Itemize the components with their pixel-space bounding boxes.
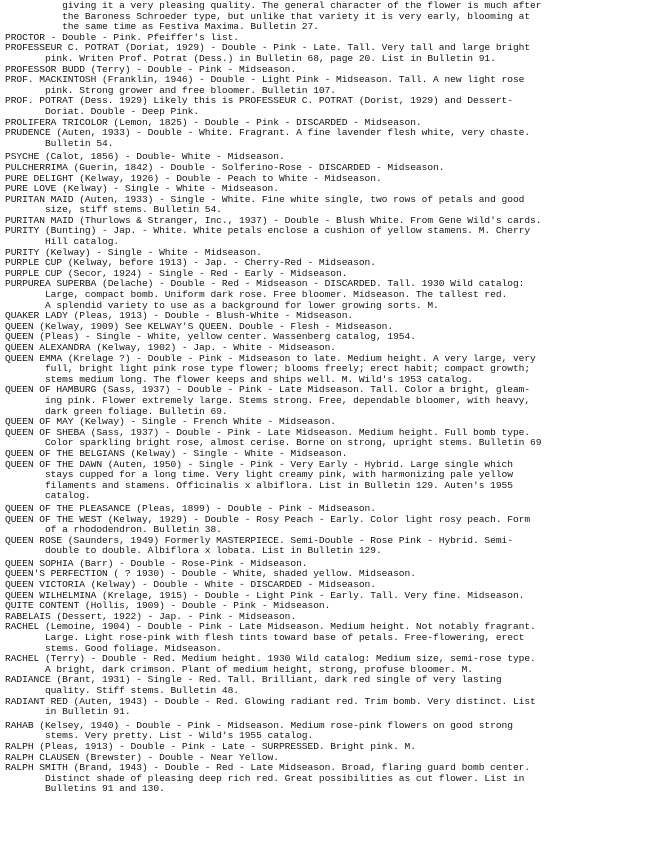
catalog-entry (5, 385, 644, 417)
entry-line: size, stiff stems. Bulletin 54. (5, 205, 222, 216)
entry-line: Distinct shade of pleasing deep rich red. Great possibilities as cut flower. List in (5, 773, 525, 784)
entry-line: the same time as Festiva Maxima. Bulletin 27. (5, 22, 319, 33)
entry-line: Bulletins 91 and 130. (5, 784, 165, 795)
entry-line: PURITY (Bunting) - Jap. - White. White petals enclose a cushion of yellow stamens. M. Cherry (5, 226, 531, 237)
entry-line: QUEEN WILHELMINA (Krelage, 1915) - Double - Light Pink - Early. Tall. Very fine. Midseason. (5, 590, 525, 601)
catalog-entry (5, 742, 644, 753)
entry-line: A bright, dark crimson. Plant of medium height, strong, profuse bloomer. M. (5, 664, 473, 675)
catalog-entry (5, 622, 644, 654)
catalog-entry (5, 343, 644, 354)
entry-line: Color sparkling bright rose, almost cerise. Borne on strong, upright stems. Bulletin 69 (5, 438, 542, 449)
entry-line: stems. Very pretty. List - Wild's 1955 catalog. (5, 731, 314, 742)
catalog-entry (5, 515, 644, 536)
entry-line: stems medium long. The flower keeps and ships well. M. Wild's 1953 catalog. (5, 374, 473, 385)
entry-line: Hill catalog. (5, 237, 120, 248)
entry-line: stays cupped for a long time. Very light creamy pink, with harmonizing pale yellow (5, 470, 513, 481)
entry-line: PURE DELIGHT (Kelway, 1926) - Double - Peach to White - Midseason. (5, 173, 382, 184)
entry-line: RAHAB (Kelsey, 1940) - Double - Pink - Midseason. Medium rose-pink flowers on good strong (5, 720, 513, 731)
entry-line: the Baroness Schroeder type, but unlike that variety it is very early, blooming at (5, 11, 531, 22)
entry-line: QUEEN OF SHEBA (Sass, 1937) - Double - Pink - Late Midseason. Medium height. Full bomb type. (5, 427, 531, 438)
catalog-entry (5, 33, 644, 44)
catalog-entry (5, 75, 644, 96)
entry-line: RACHEL (Lemoine, 1904) - Double - Pink - Late Midseason. Medium height. Not notably fragrant. (5, 622, 536, 633)
entry-line: giving it a very pleasing quality. The general character of the flower is much after (5, 1, 542, 11)
catalog-entry (5, 753, 644, 764)
catalog-entry (5, 184, 644, 195)
entry-line: of a rhododendron. Bulletin 38. (5, 525, 222, 536)
entry-line: PURITY (Kelway) - Single - White - Midseason. (5, 247, 262, 258)
entry-line: PURPUREA SUPERBA (Delache) - Double - Red - Midseason - DISCARDED. Tall. 1930 Wild catalog: (5, 279, 525, 290)
catalog-entry (5, 675, 644, 696)
entry-line: QUEEN VICTORIA (Kelway) - Double - White - DISCARDED - Midseason. (5, 580, 376, 591)
entry-line: PROF. MACKINTOSH (Franklin, 1946) - Double - Light Pink - Midseason. Tall. A new light rose (5, 75, 525, 86)
catalog-entry (5, 763, 644, 795)
entry-line: PURE LOVE (Kelway) - Single - White - Midseason. (5, 184, 279, 195)
entry-line: PROLIFERA TRICOLOR (Lemon, 1825) - Double - Pink - DISCARDED - Midseason. (5, 117, 422, 128)
entry-line: full, bright light pink rose type flower; blooms freely; erect habit; compact growth; (5, 364, 531, 375)
catalog-entry (5, 601, 644, 612)
entry-line: QUEEN OF THE BELGIANS (Kelway) - Single - White - Midseason. (5, 448, 348, 459)
entry-line: PURPLE CUP (Secor, 1924) - Single - Red - Early - Midseason. (5, 268, 348, 279)
entry-line: QUEEN SOPHIA (Barr) - Double - Rose-Pink - Midseason. (5, 558, 308, 569)
catalog-entry (5, 128, 644, 149)
entry-line: filaments and stamens. Officinalis x albiflora. List in Bulletin 129. Auten's 1955 (5, 480, 513, 491)
catalog-entry (5, 559, 644, 570)
catalog-entry (5, 580, 644, 591)
catalog-entry (5, 569, 644, 580)
catalog-entry (5, 721, 644, 742)
entry-line: dark green foliage. Bulletin 69. (5, 406, 228, 417)
entry-line: PROFESSOR BUDD (Terry) - Double - Pink - Midseason. (5, 64, 297, 75)
catalog-entry (5, 43, 644, 64)
catalog-entry (5, 96, 644, 117)
entry-line: Large, compact bomb. Uniform dark rose. Free bloomer. Midseason. The tallest red. (5, 290, 508, 301)
catalog-entry (5, 311, 644, 322)
entry-line: PROCTOR - Double - Pink. Pfeiffer's list. (5, 32, 239, 43)
catalog-entry (5, 612, 644, 623)
entry-line: QUEEN OF HAMBURG (Sass, 1937) - Double - Pink - Late Midseason. Tall. Color a bright, gleam- (5, 385, 531, 396)
catalog-entry (5, 697, 644, 718)
entry-line: RALPH SMITH (Brand, 1943) - Double - Red - Late Midseason. Broad, flaring guard bomb center. (5, 763, 531, 774)
entry-line: QUAKER LADY (Pleas, 1913) - Double - Blush-White - Midseason. (5, 311, 354, 322)
entry-line: RADIANT RED (Auten, 1943) - Double - Red. Glowing radiant red. Trim bomb. Very distinct. List (5, 696, 536, 707)
catalog-entry (5, 654, 644, 675)
catalog-entry (5, 417, 644, 428)
entry-line: RACHEL (Terry) - Double - Red. Medium height. 1930 Wild catalog: Medium size, semi-rose type. (5, 654, 536, 665)
catalog-entry (5, 504, 644, 515)
catalog-entry (5, 332, 644, 343)
entry-line: PURPLE CUP (Kelway, before 1913) - Jap. - Cherry-Red - Midseason. (5, 258, 376, 269)
entry-line: QUEEN'S PERFECTION ( ? 1930) - Double - White, shaded yellow. Midseason. (5, 569, 416, 580)
catalog-entry (5, 195, 644, 216)
catalog-entry (5, 449, 644, 460)
entry-line: PULCHERRIMA (Guerin, 1842) - Double - Solferino-Rose - DISCARDED - Midseason. (5, 162, 445, 173)
entry-line: RALPH CLAUSEN (Brewster) - Double - Near Yellow. (5, 752, 279, 763)
entry-line: double to double. Albiflora x lobata. List in Bulletin 129. (5, 546, 382, 557)
catalog-entry (5, 279, 644, 311)
entry-line: RADIANCE (Brant, 1931) - Single - Red. Tall. Brilliant, dark red single of very lasting (5, 675, 502, 686)
entry-line: QUEEN OF THE DAWN (Auten, 1950) - Single - Pink - Very Early - Hybrid. Large single which (5, 459, 513, 470)
catalog-entry (5, 118, 644, 129)
catalog-entry (5, 1, 644, 33)
catalog-entry (5, 322, 644, 333)
catalog-entry (5, 174, 644, 185)
catalog-entry (5, 591, 644, 602)
catalog-entry (5, 354, 644, 386)
catalog-entry (5, 152, 644, 163)
entry-line: PROFESSEUR C. POTRAT (Doriat, 1929) - Double - Pink - Late. Tall. Very tall and large bright (5, 43, 531, 54)
catalog-entry (5, 163, 644, 174)
entry-line: pink. Strong grower and free bloomer. Bulletin 107. (5, 85, 337, 96)
entry-line: ing pink. Flower extremely large. Stems strong. Free, dependable bloomer, with heavy, (5, 395, 531, 406)
entry-line: in Bulletin 91. (5, 707, 131, 718)
entry-line: QUEEN (Pleas) - Single - White, yellow center. Wassenberg catalog, 1954. (5, 332, 416, 343)
catalog-entry (5, 258, 644, 269)
catalog-entry (5, 216, 644, 227)
entry-line: PROF. POTRAT (Dess. 1929) Likely this is PROFESSEUR C. POTRAT (Dorist, 1929) and Dessert- (5, 96, 513, 107)
catalog-entry (5, 226, 644, 247)
catalog-entry (5, 428, 644, 449)
entry-line: RABELAIS (Dessert, 1922) - Jap. - Pink - Midseason. (5, 611, 297, 622)
entry-line: PURITAN MAID (Auten, 1933) - Single - White. Fine white single, two rows of petals and good (5, 194, 525, 205)
entry-line: QUEEN (Kelway, 1909) See KELWAY'S QUEEN. Double - Flesh - Midseason. (5, 321, 394, 332)
entry-line: QUEEN ROSE (Saunders, 1949) Formerly MASTERPIECE. Semi-Double - Rose Pink - Hybrid. Semi- (5, 535, 513, 546)
catalog-entry (5, 248, 644, 259)
entry-line: QUEEN ALEXANDRA (Kelway, 1902) - Jap. - White - Midseason. (5, 343, 337, 353)
entry-line: quality. Stiff stems. Bulletin 48. (5, 686, 239, 696)
entry-line: PSYCHE (Calot, 1856) - Double- White - Midseason. (5, 152, 285, 163)
entry-line: stems. Good foliage. Midseason. (5, 643, 222, 654)
entry-line: A splendid variety to use as a background for lower growing sorts. M. (5, 300, 439, 311)
entry-line: QUEEN OF THE PLEASANCE (Pleas, 1899) - Double - Pink - Midseason. (5, 503, 376, 514)
catalog-entry (5, 536, 644, 557)
entry-line: PRUDENCE (Auten, 1933) - Double - White. Fragrant. A fine lavender flesh white, very chaste. (5, 128, 531, 139)
catalog-entry (5, 269, 644, 280)
catalog-entry (5, 460, 644, 502)
entry-line: Bulletin 54. (5, 138, 114, 149)
entry-line: QUEEN OF MAY (Kelway) - Single - French White - Midseason. (5, 417, 337, 428)
entry-line: pink. Writen Prof. Potrat (Dess.) in Bulletin 68, page 20. List in Bulletin 91. (5, 53, 496, 64)
entry-line: QUEEN EMMA (Krelage ?) - Double - Pink - Midseason to late. Medium height. A very large, very (5, 353, 536, 364)
catalog-entry (5, 65, 644, 76)
entry-line: RALPH (Pleas, 1913) - Double - Pink - Late - SURPRESSED. Bright pink. M. (5, 741, 416, 752)
entry-line: catalog. (5, 491, 91, 502)
entry-line: Large. Light rose-pink with flesh tints toward base of petals. Free-flowering, erect (5, 633, 525, 644)
entry-line: Doriat. Double - Deep Pink. (5, 106, 200, 117)
entry-line: QUEEN OF THE WEST (Kelway, 1929) - Double - Rosy Peach - Early. Color light rosy peach. Form (5, 514, 531, 525)
entry-line: PURITAN MAID (Thurlows & Stranger, Inc., 1937) - Double - Blush White. From Gene Wild's cards. (5, 215, 542, 226)
entry-line: QUITE CONTENT (Hollis, 1909) - Double - Pink - Midseason. (5, 601, 331, 612)
